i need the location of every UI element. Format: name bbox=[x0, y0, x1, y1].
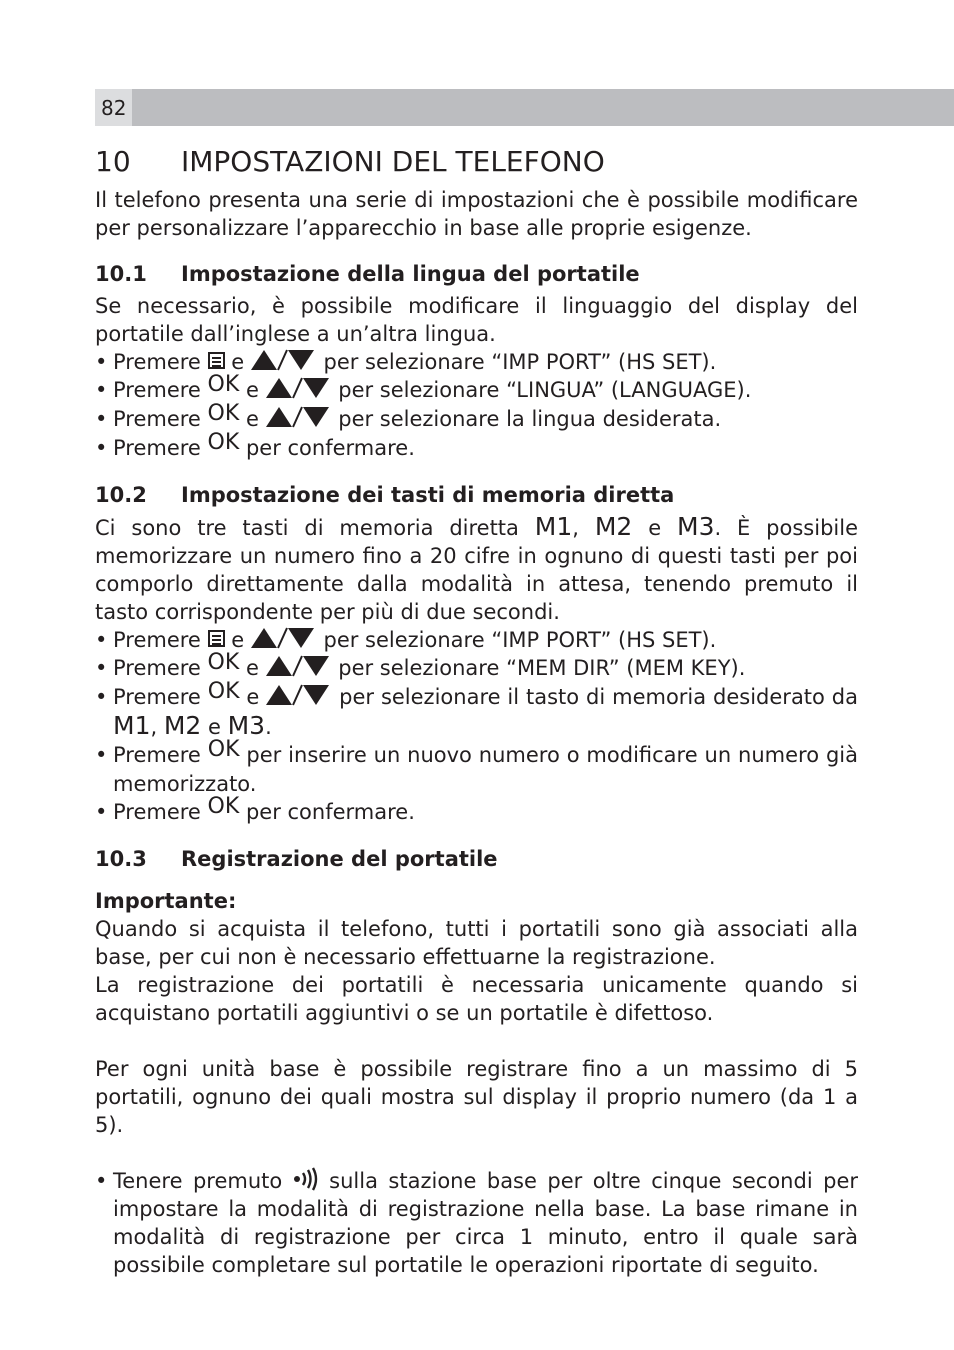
ok-key-icon: OK bbox=[207, 737, 240, 762]
m3-key-label: M3 bbox=[227, 711, 266, 740]
list-item: • Premere OK e per selezionare “MEM DIR” (MEM KEY). bbox=[95, 654, 858, 683]
m2-key-label: M2 bbox=[163, 711, 202, 740]
chapter-title: IMPOSTAZIONI DEL TELEFONO bbox=[181, 145, 605, 178]
list-item: • Premere e per selezionare “IMP PORT” (HS SET). bbox=[95, 350, 717, 374]
m1-key-label: M1 bbox=[113, 711, 151, 740]
m1-key-label: M1 bbox=[534, 512, 573, 541]
bullet: • bbox=[95, 378, 108, 402]
section-paragraph: Quando si acquista il telefono, tutti i portatili sono già associati alla base, per cui non è necessario effettuarne la registrazione. bbox=[95, 917, 858, 969]
section-paragraph: Per ogni unità base è possibile registrare fino a un massimo di 5 portatili, ognuno dei quali mostra sul display il proprio numero (da 1 a 5). bbox=[95, 1057, 858, 1137]
up-down-arrow-icon bbox=[266, 405, 332, 429]
chapter-number: 10 bbox=[95, 145, 131, 178]
up-down-arrow-icon bbox=[266, 683, 332, 707]
section-paragraph: La registrazione dei portatili è necessaria unicamente quando si acquistano portatili aggiuntivi o se un portatile è difettoso. bbox=[95, 973, 858, 1025]
section-title: Impostazione della lingua del portatile bbox=[181, 262, 640, 286]
section-paragraph: Se necessario, è possibile modificare il linguaggio del display del portatile dall’inglese a un’altra lingua. bbox=[95, 294, 858, 346]
list-item: • Premere OK e per selezionare “LINGUA” (LANGUAGE). bbox=[95, 376, 858, 405]
section-title: Registrazione del portatile bbox=[181, 847, 498, 871]
m2-key-label: M2 bbox=[594, 512, 633, 541]
paging-icon bbox=[293, 1167, 319, 1191]
up-down-arrow-icon bbox=[266, 654, 332, 678]
ok-key-icon: OK bbox=[207, 430, 240, 455]
ok-key-icon: OK bbox=[207, 401, 240, 426]
list-item: • Premere OK per inserire un nuovo numero o modificare un numero già memorizzato. bbox=[95, 737, 858, 796]
section-number: 10.2 bbox=[95, 483, 147, 507]
bullet: • bbox=[95, 743, 108, 767]
bullet: • bbox=[95, 1169, 108, 1193]
up-down-arrow-icon bbox=[251, 348, 317, 372]
list-item: • Premere OK e per selezionare il tasto di memoria desiderato da M1, M2 e M3. bbox=[95, 679, 858, 740]
section-heading-10-2 bbox=[95, 481, 858, 509]
section-heading-10-1 bbox=[95, 260, 858, 288]
section-heading-10-3 bbox=[95, 845, 858, 873]
section-title: Impostazione dei tasti di memoria diretta bbox=[181, 483, 675, 507]
bullet: • bbox=[95, 800, 108, 824]
ok-key-icon: OK bbox=[207, 679, 240, 704]
menu-icon bbox=[208, 630, 225, 647]
bullet: • bbox=[95, 436, 108, 460]
section-number: 10.1 bbox=[95, 262, 147, 286]
list-item: • Premere OK per confermare. bbox=[95, 798, 858, 827]
chapter-heading bbox=[95, 144, 858, 180]
intro-paragraph: Il telefono presenta una serie di impostazioni che è possibile modificare per personalizzare l’apparecchio in base alle proprie esigenze. bbox=[95, 188, 858, 240]
bullet: • bbox=[95, 628, 108, 652]
ok-key-icon: OK bbox=[207, 794, 240, 819]
list-item: • Premere OK per confermare. bbox=[95, 434, 858, 463]
list-item: • Tenere premuto sulla stazione base per oltre cinque secondi per impostare la modalità di registrazione nella base. La base rimane in modalità di registrazione per circa 1 minuto, entro il quale sarà possibile completare sul portatile le operazioni riportate di seguito. bbox=[95, 1169, 858, 1277]
m3-key-label: M3 bbox=[677, 512, 715, 541]
menu-icon bbox=[208, 352, 225, 369]
list-item: • Premere e per selezionare “IMP PORT” (HS SET). bbox=[95, 628, 717, 652]
important-label: Importante: bbox=[95, 889, 237, 913]
ok-key-icon: OK bbox=[207, 650, 240, 675]
page-content bbox=[95, 144, 858, 1279]
bullet: • bbox=[95, 407, 108, 431]
ok-key-icon: OK bbox=[207, 372, 240, 397]
up-down-arrow-icon bbox=[266, 376, 332, 400]
section-number: 10.3 bbox=[95, 847, 147, 871]
list-item: • Premere OK e per selezionare la lingua desiderata. bbox=[95, 405, 858, 434]
bullet: • bbox=[95, 656, 108, 680]
page-number: 82 bbox=[101, 96, 127, 120]
header-bar bbox=[95, 89, 954, 126]
up-down-arrow-icon bbox=[251, 626, 317, 650]
bullet: • bbox=[95, 350, 108, 374]
bullet: • bbox=[95, 685, 108, 709]
section-paragraph: Ci sono tre tasti di memoria diretta M1, M2 e M3. È possibile memorizzare un numero fino a 20 cifre in ognuno di questi tasti per poi comporlo direttamente dalla modalità in attesa, tenendo premuto il tasto corrispondente per più di due secondi. bbox=[95, 512, 858, 624]
